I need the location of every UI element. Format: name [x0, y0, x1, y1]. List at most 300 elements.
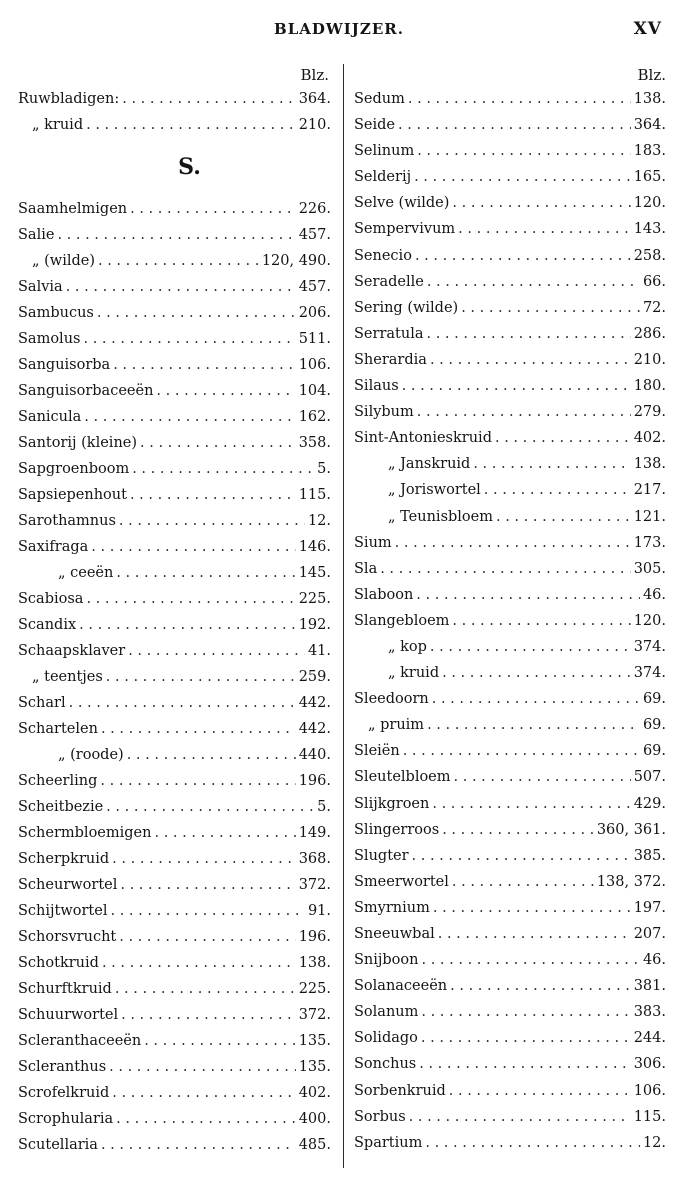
index-entry [18, 898, 331, 924]
index-entry [354, 1104, 666, 1130]
index-entry [18, 1054, 331, 1080]
index-entry [18, 352, 331, 378]
dot-leader [109, 1054, 296, 1080]
entry-page-ref: 196. [298, 773, 331, 789]
entry-term: Solanum [354, 1004, 419, 1021]
entry-page-ref: 106. [633, 1082, 666, 1099]
dot-leader [130, 196, 296, 222]
entry-page-ref: 115. [298, 487, 331, 503]
dot-leader [112, 846, 296, 872]
index-entry [18, 1080, 331, 1106]
dot-leader [101, 1132, 296, 1158]
entry-term: Slingerroos [354, 821, 440, 838]
index-entry [354, 138, 666, 164]
entry-term: Scrofelkruid [18, 1085, 110, 1101]
entry-page-ref: 135. [298, 1033, 331, 1049]
index-entry [354, 764, 666, 790]
entry-term: Slijkgroen [354, 795, 430, 812]
entry-page-ref: 5. [317, 461, 331, 477]
index-entry [354, 843, 666, 869]
entry-page-ref: 305. [633, 560, 666, 577]
dot-leader [113, 352, 295, 378]
entry-page-ref: 364. [633, 117, 666, 134]
dot-leader [57, 222, 295, 248]
column-divider [343, 64, 344, 1168]
dot-leader [110, 898, 304, 924]
entry-term: Solanaceeën [354, 978, 448, 995]
entry-page-ref: 66. [642, 273, 666, 290]
dot-leader [120, 872, 295, 898]
index-entry [18, 300, 331, 326]
entry-page-ref: 162. [298, 409, 331, 425]
index-entry [354, 399, 666, 425]
entry-page-ref: 145. [298, 565, 331, 581]
index-entry [354, 269, 666, 295]
dot-leader [86, 586, 295, 612]
entry-page-ref: 402. [633, 430, 666, 447]
dot-leader [112, 1080, 295, 1106]
dot-leader [419, 1051, 630, 1077]
entry-page-ref: 210. [633, 351, 666, 368]
dot-leader [102, 950, 296, 976]
index-entry [354, 425, 666, 451]
dot-leader [495, 425, 631, 451]
entry-term: Sempervivum [354, 221, 456, 238]
index-entry [354, 686, 666, 712]
index-entry [354, 634, 666, 660]
entry-term: „ ceeën [58, 565, 114, 581]
entry-page-ref: 286. [633, 325, 666, 342]
entry-page-ref: 400. [298, 1111, 331, 1127]
entry-page-ref: 104. [298, 383, 331, 399]
index-column-right [354, 64, 666, 1156]
dot-leader [101, 716, 296, 742]
dot-leader [416, 582, 640, 608]
entry-term: Silaus [354, 378, 399, 395]
entry-term: „ Joriswortel [388, 482, 481, 499]
entry-page-ref: 138. [298, 955, 331, 971]
entry-page-ref: 206. [298, 305, 331, 321]
entry-page-ref: 374. [633, 665, 666, 682]
dot-leader [412, 843, 631, 869]
entry-page-ref: 165. [633, 169, 666, 186]
dot-leader [442, 817, 594, 843]
entry-term: Sleutelbloem [354, 769, 451, 786]
entry-page-ref: 429. [633, 795, 666, 812]
index-entry [354, 373, 666, 399]
entry-page-ref: 440. [298, 747, 331, 763]
entry-page-ref: 135. [298, 1059, 331, 1075]
entry-page-ref: 507. [633, 769, 666, 786]
dot-leader [122, 86, 295, 112]
index-entry [18, 404, 331, 430]
index-entry [18, 872, 331, 898]
entry-page-ref: 372. [298, 877, 331, 893]
entry-page-ref: 244. [633, 1030, 666, 1047]
entry-page-ref: 279. [633, 404, 666, 421]
entry-term: Slugter [354, 847, 409, 864]
index-entry [18, 924, 331, 950]
index-entry [354, 947, 666, 973]
index-entry [354, 295, 666, 321]
entry-page-ref: 197. [633, 899, 666, 916]
entry-term: „ kruid [32, 117, 84, 133]
index-entry [18, 768, 331, 794]
entry-term: Salvia [18, 279, 63, 295]
entry-term: Scherpkruid [18, 851, 110, 867]
entry-page-ref: 457. [298, 227, 331, 243]
entry-page-ref: 180. [633, 378, 666, 395]
dot-leader [408, 86, 631, 112]
index-entry [18, 612, 331, 638]
entry-page-ref: 402. [298, 1085, 331, 1101]
entry-term: Sapgroenboom [18, 461, 130, 477]
dot-leader [86, 112, 296, 138]
index-entry [354, 582, 666, 608]
entry-term: Schurftkruid [18, 981, 112, 997]
entry-term: Scabiosa [18, 591, 84, 607]
index-entries-right [354, 86, 666, 1156]
index-entry [354, 112, 666, 138]
dot-leader [409, 1104, 631, 1130]
index-entry [354, 817, 666, 843]
index-entry [18, 1002, 331, 1028]
entry-term: Serratula [354, 325, 424, 342]
entry-page-ref: 5. [317, 799, 331, 815]
dot-leader [119, 508, 305, 534]
section-letter: S. [178, 154, 201, 180]
dot-leader [121, 1002, 296, 1028]
dot-leader [403, 738, 640, 764]
entry-term: Sanguisorba [18, 357, 111, 373]
dot-leader [421, 1025, 631, 1051]
index-entry [354, 791, 666, 817]
dot-leader [156, 378, 295, 404]
index-entry [18, 716, 331, 742]
entry-page-ref: 259. [298, 669, 331, 685]
entry-page-ref: 120, 490. [261, 253, 331, 269]
dot-leader [426, 321, 630, 347]
index-entry [354, 321, 666, 347]
entry-page-ref: 183. [633, 143, 666, 160]
entry-page-ref: 173. [633, 534, 666, 551]
index-entry [18, 820, 331, 846]
entry-page-ref: 511. [298, 331, 331, 347]
dot-leader [106, 794, 314, 820]
entry-page-ref: 374. [633, 638, 666, 655]
entry-page-ref: 120. [633, 195, 666, 212]
entry-term: Sleiën [354, 743, 400, 760]
entry-page-ref: 46. [642, 586, 666, 603]
dot-leader [127, 742, 296, 768]
dot-leader [452, 608, 630, 634]
entry-term: Sapsiepenhout [18, 487, 127, 503]
entry-page-ref: 149. [298, 825, 331, 841]
page-header [0, 0, 678, 48]
index-entry [18, 456, 331, 482]
entry-term: Sarothamnus [18, 513, 116, 529]
index-entry [354, 451, 666, 477]
entry-page-ref: 385. [633, 847, 666, 864]
entry-term: Seradelle [354, 273, 424, 290]
index-entry [18, 1028, 331, 1054]
entry-page-ref: 207. [633, 926, 666, 942]
index-entry [18, 222, 331, 248]
entry-term: Scheerling [18, 773, 98, 789]
entry-term: „ (roode) [58, 747, 124, 763]
index-entry [18, 112, 331, 138]
index-entry [354, 973, 666, 999]
entry-page-ref: 217. [633, 482, 666, 499]
index-entry [18, 794, 331, 820]
index-entry [354, 164, 666, 190]
entry-page-ref: 121. [633, 508, 666, 525]
index-entry [18, 664, 331, 690]
entry-term: Sherardia [354, 351, 427, 368]
dot-leader [398, 112, 631, 138]
dot-leader [414, 164, 631, 190]
entry-term: Selderij [354, 169, 412, 186]
dot-leader [450, 973, 631, 999]
dot-leader [380, 556, 630, 582]
entry-term: Santorij (kleine) [18, 435, 138, 451]
dot-leader [115, 976, 296, 1002]
dot-leader [427, 712, 640, 738]
entry-term: Silybum [354, 404, 414, 421]
dot-leader [97, 300, 296, 326]
entry-term: Sium [354, 534, 392, 551]
dot-leader [449, 1078, 631, 1104]
index-entry [354, 216, 666, 242]
entry-term: Saamhelmigen [18, 201, 128, 217]
entry-term: „ teentjes [32, 669, 103, 685]
entry-term: Scleranthus [18, 1059, 107, 1075]
dot-leader [427, 269, 640, 295]
entry-page-ref: 115. [633, 1108, 666, 1125]
dot-leader [473, 451, 630, 477]
entry-page-ref: 72. [642, 299, 666, 316]
dot-leader [154, 820, 295, 846]
index-entry [18, 638, 331, 664]
entry-term: Slaboon [354, 586, 414, 603]
entry-term: Snijboon [354, 952, 419, 969]
entry-term: „ kop [388, 638, 427, 655]
entry-term: Scheurwortel [18, 877, 118, 893]
page-number: XV [633, 19, 662, 39]
entry-term: Scutellaria [18, 1137, 98, 1153]
entry-page-ref: 306. [633, 1056, 666, 1073]
index-entry [18, 508, 331, 534]
entry-page-ref: 372. [298, 1007, 331, 1023]
dot-leader [100, 768, 295, 794]
dot-leader [119, 924, 295, 950]
entry-term: „ Teunisbloem [388, 508, 493, 525]
entry-term: Sorbus [354, 1108, 406, 1125]
index-entry [354, 999, 666, 1025]
index-entry [18, 560, 331, 586]
index-entry [18, 976, 331, 1002]
entry-page-ref: 69. [642, 743, 666, 760]
index-entry [354, 608, 666, 634]
dot-leader [415, 243, 631, 269]
dot-leader [116, 1106, 296, 1132]
page-column-label: Blz. [637, 66, 666, 84]
index-entry [354, 347, 666, 373]
index-entry [18, 742, 331, 768]
dot-leader [458, 216, 631, 242]
dot-leader [140, 430, 296, 456]
entry-page-ref: 138. [633, 456, 666, 473]
entry-page-ref: 143. [633, 221, 666, 238]
entry-term: Sering (wilde) [354, 299, 459, 316]
entry-page-ref: 442. [298, 695, 331, 711]
entry-term: Sonchus [354, 1056, 417, 1073]
entry-term: Seide [354, 117, 396, 134]
dot-leader [66, 274, 296, 300]
entry-term: Smyrnium [354, 899, 430, 916]
dot-leader [106, 664, 296, 690]
page-column-label: Blz. [300, 66, 329, 84]
dot-leader [402, 373, 631, 399]
index-entry [18, 196, 331, 222]
entry-term: Senecio [354, 247, 412, 264]
dot-leader [433, 895, 631, 921]
dot-leader [116, 560, 295, 586]
index-entry [354, 712, 666, 738]
dot-leader [128, 638, 305, 664]
index-entry [354, 504, 666, 530]
entry-term: Sambucus [18, 305, 94, 321]
entry-page-ref: 442. [298, 721, 331, 737]
entry-page-ref: 138, 372. [596, 873, 666, 890]
entry-term: Sanicula [18, 409, 82, 425]
index-entry [18, 378, 331, 404]
entry-term: Selve (wilde) [354, 195, 450, 212]
index-entries-top [18, 86, 331, 138]
dot-leader [432, 686, 640, 712]
entry-term: Schorsvrucht [18, 929, 117, 945]
dot-leader [417, 138, 630, 164]
index-entry [18, 430, 331, 456]
index-entries-s [18, 196, 331, 1158]
entry-page-ref: 360, 361. [596, 821, 666, 838]
entry-page-ref: 192. [298, 617, 331, 633]
entry-term: Schaapsklaver [18, 643, 126, 659]
dot-leader [484, 477, 631, 503]
index-entry [18, 690, 331, 716]
dot-leader [83, 326, 295, 352]
entry-page-ref: 210. [298, 117, 331, 133]
index-entry [18, 326, 331, 352]
entry-term: „ (wilde) [32, 253, 95, 269]
entry-term: Ruwbladigen: [18, 91, 120, 107]
entry-page-ref: 196. [298, 929, 331, 945]
dot-leader [425, 1130, 640, 1156]
index-entry [354, 477, 666, 503]
entry-page-ref: 91. [307, 903, 331, 919]
index-column-left [18, 64, 331, 1158]
entry-page-ref: 41. [307, 643, 331, 659]
dot-leader [395, 530, 631, 556]
entry-term: Scleranthaceeën [18, 1033, 142, 1049]
index-entry [354, 556, 666, 582]
entry-term: Slangebloem [354, 612, 450, 629]
entry-term: Smeerwortel [354, 873, 449, 890]
index-entry [354, 895, 666, 921]
entry-page-ref: 69. [642, 717, 666, 734]
entry-page-ref: 485. [298, 1137, 331, 1153]
index-entry [18, 1106, 331, 1132]
index-entry [18, 274, 331, 300]
index-entry [354, 738, 666, 764]
entry-term: „ Janskruid [388, 456, 471, 473]
entry-term: Sedum [354, 91, 405, 107]
dot-leader [438, 921, 631, 947]
entry-term: Samolus [18, 331, 81, 347]
dot-leader [452, 190, 630, 216]
entry-term: Scharl [18, 695, 66, 711]
index-entry [354, 660, 666, 686]
index-entry [354, 1025, 666, 1051]
entry-term: Saxifraga [18, 539, 89, 555]
index-entry [354, 1130, 666, 1156]
index-entry [354, 530, 666, 556]
dot-leader [144, 1028, 296, 1054]
entry-page-ref: 12. [642, 1134, 666, 1151]
dot-leader [132, 456, 314, 482]
entry-term: Schartelen [18, 721, 98, 737]
index-entry [354, 86, 666, 112]
index-entry [18, 950, 331, 976]
entry-term: Schuurwortel [18, 1007, 119, 1023]
entry-page-ref: 225. [298, 591, 331, 607]
entry-term: Sanguisorbaceeën [18, 383, 154, 399]
entry-page-ref: 358. [298, 435, 331, 451]
entry-page-ref: 146. [298, 539, 331, 555]
entry-term: Sleedoorn [354, 691, 429, 708]
dot-leader [432, 791, 630, 817]
dot-leader [461, 295, 640, 321]
index-entry [18, 846, 331, 872]
dot-leader [442, 660, 631, 686]
entry-term: Schermbloemigen [18, 825, 152, 841]
entry-page-ref: 457. [298, 279, 331, 295]
dot-leader [417, 399, 631, 425]
dot-leader [452, 869, 594, 895]
entry-page-ref: 225. [298, 981, 331, 997]
dot-leader [98, 248, 259, 274]
dot-leader [430, 347, 631, 373]
entry-term: Scrophularia [18, 1111, 114, 1127]
entry-term: Sneeuwbal [354, 926, 435, 942]
index-entry [18, 1132, 331, 1158]
index-entry [18, 248, 331, 274]
index-entry [18, 586, 331, 612]
entry-term: Spartium [354, 1134, 423, 1151]
entry-term: Schotkruid [18, 955, 99, 971]
entry-page-ref: 258. [633, 247, 666, 264]
entry-term: Scheitbezie [18, 799, 104, 815]
entry-term: Sla [354, 560, 378, 577]
entry-page-ref: 138. [633, 91, 666, 107]
entry-term: Schijtwortel [18, 903, 108, 919]
index-entry [354, 1078, 666, 1104]
entry-term: „ kruid [388, 665, 440, 682]
entry-term: Salie [18, 227, 55, 243]
dot-leader [430, 634, 631, 660]
index-entry [18, 86, 331, 112]
index-entry [18, 534, 331, 560]
